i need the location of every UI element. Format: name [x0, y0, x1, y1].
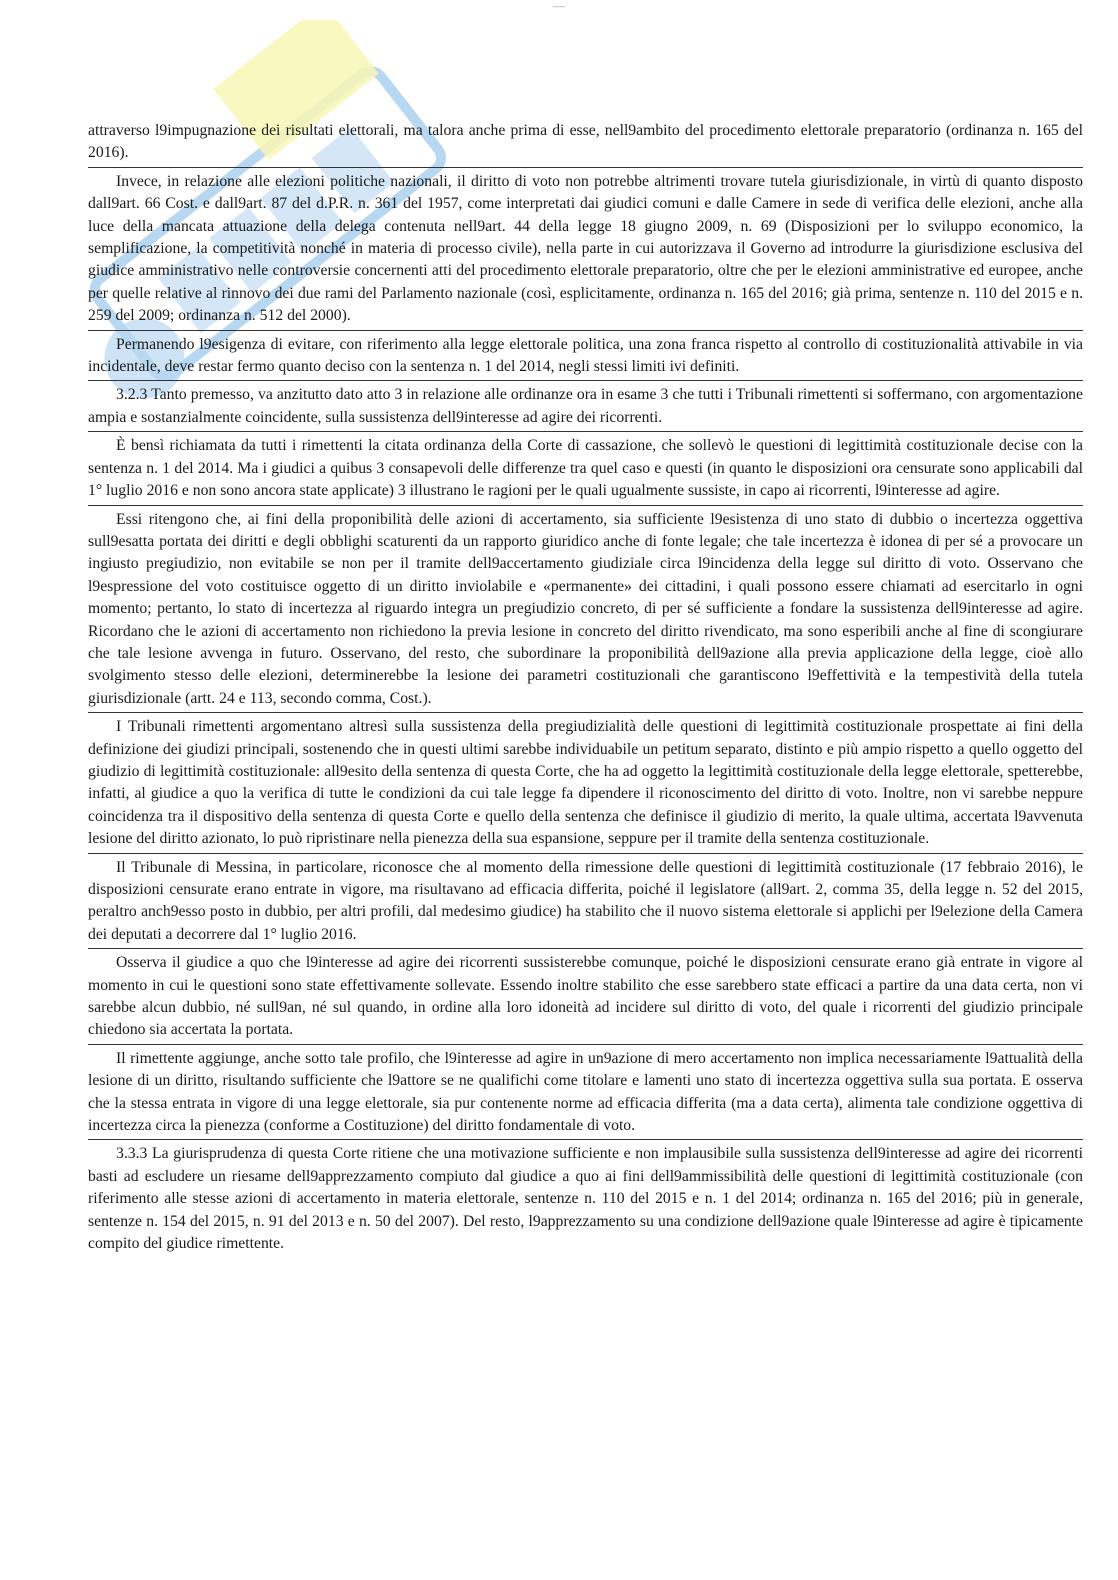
document-body	[88, 120, 1083, 1258]
paragraph: Osserva il giudice a quo che l9interesse ad agire dei ricorrenti sussisterebbe comunque, poiché le disposizioni censurate erano già entrate in vigore al momento in cui le questioni sono state effettivamente sollevate. Essendo inoltre stabilito che esse sarebbero state efficaci a partire da una data certa, non vi sarebbe alcun dubbio, né sull9an, né sul quando, in ordine alla loro idoneità ad incidere sul diritto di voto, del quale i ricorrenti del giudizio principale chiedono sia accertata la portata.	[88, 954, 1083, 1039]
paragraph: Essi ritengono che, ai fini della proponibilità delle azioni di accertamento, sia sufficiente l9esistenza di uno stato di dubbio o incertezza oggettiva sull9esatta portata dei diritti e degli obblighi scaturenti da un rapporto giuridico anche di fonte legale; che tale incertezza è idonea di per sé a provocare un ingiusto pregiudizio, non evitabile se non per il tramite dell9accertamento giudiziale circa l9incidenza della legge sul diritto di voto. Osservano che l9espressione del voto costituisce oggetto di un diritto inviolabile e «permanente» dei cittadini, i quali possono essere chiamati ad esercitarlo in ogni momento; pertanto, lo stato di incertezza al riguardo integra un pregiudizio concreto, di per sé sufficiente a fondare la sussistenza dell9interesse ad agire. Ricordano che le azioni di accertamento non richiedono la previa lesione in concreto del diritto rivendicato, ma sono esperibili anche al fine di scongiurare che tale lesione avvenga in futuro. Osservano, del resto, che subordinare la proponibilità dell9azione alla previa applicazione della legge, cioè allo svolgimento stesso delle elezioni, determinerebbe la lesione dei parametri costituzionali che garantiscono l9effettività e la tempestività della tutela giurisdizionale (artt. 24 e 113, secondo comma, Cost.).	[88, 510, 1083, 707]
paragraph: 3.2.3 Tanto premesso, va anzitutto dato atto 3 in relazione alle ordinanze ora in esame 3 che tutti i Tribunali rimettenti si soffermano, con argomentazione ampia e sostanzialmente coincidente, sulla sussistenza dell9interesse ad agire dei ricorrenti.	[88, 386, 1083, 426]
divider	[88, 330, 1083, 331]
divider	[88, 1044, 1083, 1045]
page-header-mark: ----	[553, 1, 565, 11]
paragraph: 3.3.3 La giurisprudenza di questa Corte ritiene che una motivazione sufficiente e non implausibile sulla sussistenza dell9interesse ad agire dei ricorrenti basti ad escludere un riesame dell9apprezzamento compiuto dal giudice a quo ai fini dell9ammissibilità delle questioni di legittimità costituzionale (con riferimento alle stesse azioni di accertamento in materia elettorale, sentenze n. 110 del 2015 e n. 1 del 2014; ordinanza n. 165 del 2016; più in generale, sentenze n. 154 del 2015, n. 91 del 2013 e n. 50 del 2007). Del resto, l9apprezzamento su una condizione dell9azione quale l9interesse ad agire è tipicamente compito del giudice rimettente.	[88, 1145, 1083, 1253]
divider	[88, 505, 1083, 506]
paragraph: Permanendo l9esigenza di evitare, con riferimento alla legge elettorale politica, una zona franca rispetto al controllo di costituzionalità attivabile in via incidentale, deve restar fermo quanto deciso con la sentenza n. 1 del 2014, negli stessi limiti ivi definiti.	[88, 335, 1083, 376]
paragraph: Il Tribunale di Messina, in particolare, riconosce che al momento della rimessione delle questioni di legittimità costituzionale (17 febbraio 2016), le disposizioni censurate erano entrate in vigore, ma risultavano ad efficacia differita, poiché il legislatore (all9art. 2, comma 35, della legge n. 52 del 2015, peraltro anch9esso posto in dubbio, per altri profili, dal medesimo giudice) ha stabilito che il nuovo sistema elettorale si applichi per l9elezione della Camera dei deputati a decorrere dal 1° luglio 2016.	[88, 858, 1083, 943]
divider	[88, 853, 1083, 854]
divider	[88, 1139, 1083, 1140]
paragraph: I Tribunali rimettenti argomentano altresì sulla sussistenza della pregiudizialità delle questioni di legittimità costituzionale prospettate ai fini della definizione dei giudizi principali, sostenendo che in questi ultimi sarebbe individuabile un petitum separato, distinto e più ampio rispetto a quello oggetto del giudizio di legittimità costituzionale: all9esito della sentenza di questa Corte, che ha ad oggetto la legittimità costituzionale della legge elettorale, spetterebbe, infatti, al giudice a quo la verifica di tutte le condizioni da cui tale legge fa dipendere il riconoscimento del diritto di voto. Inoltre, non vi sarebbe neppure coincidenza tra il dispositivo della sentenza di questa Corte e quello della sentenza che definisce il giudizio di merito, la quale ultima, accertata l9avvenuta lesione del diritto azionato, lo può ripristinare nella pienezza della sua espansione, seppure per il tramite della sentenza costituzionale.	[88, 718, 1083, 848]
paragraph: attraverso l9impugnazione dei risultati elettorali, ma talora anche prima di esse, nell9ambito del procedimento elettorale preparatorio (ordinanza n. 165 del 2016).	[88, 122, 1083, 162]
paragraph: È bensì richiamata da tutti i rimettenti la citata ordinanza della Corte di cassazione, che sollevò le questioni di legittimità costituzionale decise con la sentenza n. 1 del 2014. Ma i giudici a quibus 3 consapevoli delle differenze tra quel caso e questi (in quanto le disposizioni ora censurate sono applicabili dal 1° luglio 2016 e non sono ancora state applicate) 3 illustrano le ragioni per le quali ugualmente sussiste, in capo ai ricorrenti, l9interesse ad agire.	[88, 437, 1083, 500]
divider	[88, 431, 1083, 432]
paragraph: Invece, in relazione alle elezioni politiche nazionali, il diritto di voto non potrebbe altrimenti trovare tutela giurisdizionale, in virtù di quanto disposto dall9art. 66 Cost. e dall9art. 87 del d.P.R. n. 361 del 1957, come interpretati dai giudici comuni e dalle Camere in sede di verifica delle elezioni, anche alla luce della mancata attuazione della delega contenuta nell9art. 44 della legge 18 giugno 2009, n. 69 (Disposizioni per lo sviluppo economico, la semplificazione, la competitività nonché in materia di processo civile), nella parte in cui autorizzava il Governo ad introdurre la giurisdizione esclusiva del giudice amministrativo nelle controversie concernenti atti del procedimento elettorale preparatorio, oltre che per le elezioni amministrative ed europee, anche per quelle relative al rinnovo dei due rami del Parlamento nazionale (così, esplicitamente, ordinanza n. 165 del 2016; già prima, sentenze n. 110 del 2015 e n. 259 del 2009; ordinanza n. 512 del 2000).	[88, 172, 1083, 325]
divider	[88, 948, 1083, 949]
divider	[88, 712, 1083, 713]
paragraph: Il rimettente aggiunge, anche sotto tale profilo, che l9interesse ad agire in un9azione di mero accertamento non implica necessariamente l9attualità della lesione di un diritto, risultando sufficiente che l9attore se ne qualifichi come titolare e lamenti uno stato di incertezza oggettiva sulla sua portata. E osserva che la stessa entrata in vigore di una legge elettorale, sia pur contenente norme ad efficacia differita (ma a data certa), alimenta tale condizione oggettiva di incertezza circa la pienezza (conforme a Costituzione) del diritto fondamentale di voto.	[88, 1049, 1083, 1135]
divider	[88, 167, 1083, 168]
divider	[88, 380, 1083, 381]
